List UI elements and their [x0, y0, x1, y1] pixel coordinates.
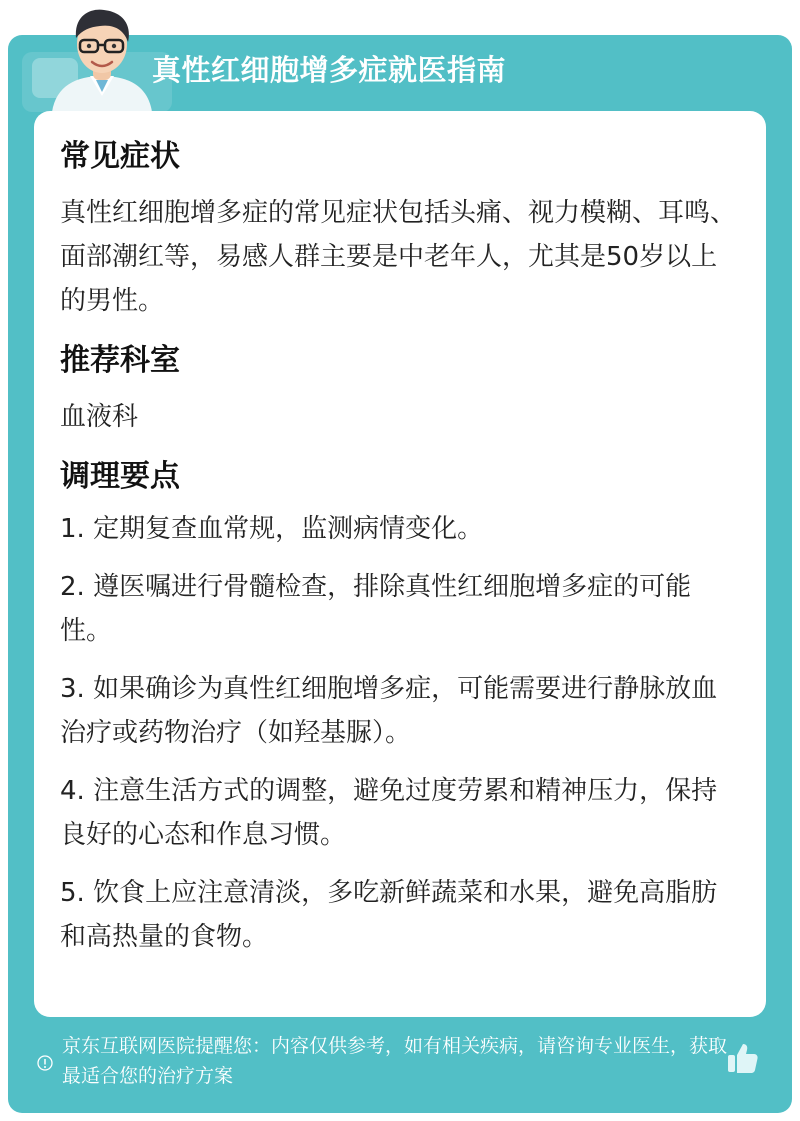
- list-item: 3. 如果确诊为真性红细胞增多症，可能需要进行静脉放血治疗或药物治疗（如羟基脲）。: [60, 674, 718, 748]
- guide-card: [34, 111, 766, 1017]
- list-item: 4. 注意生活方式的调整，避免过度劳累和精神压力，保持良好的心态和作息习惯。: [60, 776, 718, 850]
- department-heading: 推荐科室: [60, 343, 180, 378]
- department-text: 血液科: [60, 402, 139, 432]
- care-heading: 调理要点: [60, 459, 180, 494]
- symptoms-heading: 常见症状: [60, 139, 180, 174]
- page-title: 真性红细胞增多症就医指南: [152, 53, 507, 87]
- thumbs-up-icon[interactable]: [724, 1040, 760, 1076]
- info-icon: [37, 1055, 53, 1071]
- list-item: 5. 饮食上应注意清淡，多吃新鲜蔬菜和水果，避免高脂肪和高热量的食物。: [60, 878, 718, 952]
- list-item: 2. 遵医嘱进行骨髓检查，排除真性红细胞增多症的可能性。: [60, 572, 692, 646]
- symptoms-text: 真性红细胞增多症的常见症状包括头痛、视力模糊、耳鸣、面部潮红等，易感人群主要是中老年人，尤其是50岁以上的男性。: [60, 198, 737, 316]
- list-item: 1. 定期复查血常规，监测病情变化。: [60, 514, 484, 544]
- disclaimer-text: 京东互联网医院提醒您：内容仅供参考，如有相关疾病，请咨询专业医生，获取最适合您的治疗方案: [62, 1035, 728, 1087]
- doctor-avatar-icon: [42, 0, 162, 112]
- care-list: [60, 507, 740, 959]
